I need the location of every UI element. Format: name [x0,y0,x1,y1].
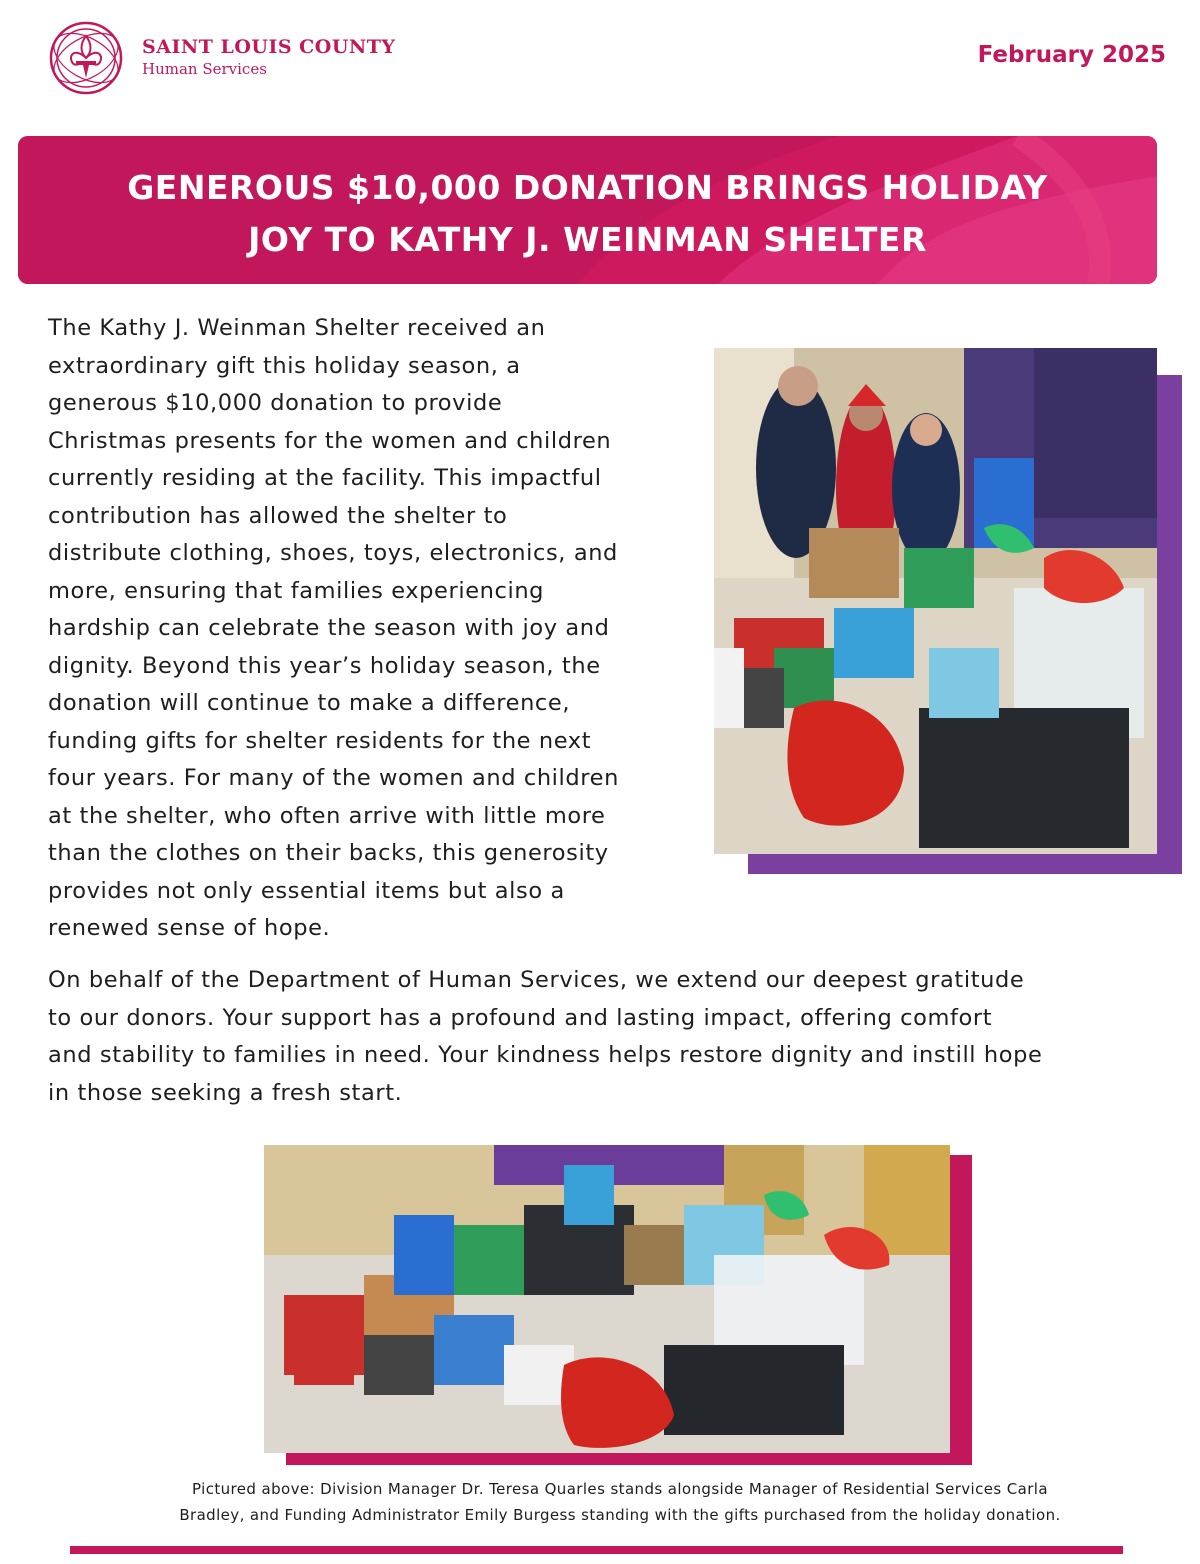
text-line: than the clothes on their backs, this generosity [48,840,609,866]
photo-caption [100,1476,1140,1528]
headline-line-2: JOY TO KATHY J. WEINMAN SHELTER [248,220,927,259]
issue-date: February 2025 [977,42,1166,68]
photo-staff-with-gifts-frame [714,348,1182,874]
headline-title [18,162,1157,266]
headline-line-1: GENEROUS $10,000 DONATION BRINGS HOLIDAY [127,168,1048,207]
text-line: at the shelter, who often arrive with little more [48,802,606,829]
text-line: renewed sense of hope. [48,915,331,941]
article-paragraph-2 [48,962,1188,1112]
photo-gift-pile-frame [264,1145,972,1465]
caption-line-1: Pictured above: Division Manager Dr. Teresa Quarles stands alongside Manager of Residential Services Carla [192,1480,1048,1498]
article-paragraph-1 [48,310,708,948]
organization-name: SAINT LOUIS COUNTY [142,36,396,58]
text-line: four years. For many of the women and children [48,765,619,791]
text-line: more, ensuring that families experiencing [48,577,545,604]
headline-banner [18,136,1157,284]
text-line: contribution has allowed the shelter to [48,502,508,529]
text-line: provides not only essential items but also a [48,877,565,904]
text-line: currently residing at the facility. This impactful [48,465,602,491]
text-line: in those seeking a fresh start. [48,1079,403,1106]
photo-gift-pile [264,1145,950,1453]
text-line: hardship can celebrate the season with joy and [48,615,610,641]
text-line: donation will continue to make a difference, [48,690,571,716]
fleur-de-lis-logo-icon [46,18,126,98]
text-line: dignity. Beyond this year’s holiday season, the [48,652,601,679]
text-line: Christmas presents for the women and children [48,427,612,454]
caption-line-2: Bradley, and Funding Administrator Emily Burgess standing with the gifts purchased from the holiday donation. [179,1506,1061,1524]
organization-name-block [142,36,396,78]
photo-staff-with-gifts [714,348,1157,854]
footer-divider [70,1546,1123,1554]
text-line: funding gifts for shelter residents for the next [48,727,592,754]
text-line: On behalf of the Department of Human Services, we extend our deepest gratitude [48,967,1025,993]
text-line: The Kathy J. Weinman Shelter received an [48,315,546,341]
text-line: distribute clothing, shoes, toys, electronics, and [48,540,618,566]
text-line: to our donors. Your support has a profound and lasting impact, offering comfort [48,1004,993,1031]
text-line: extraordinary gift this holiday season, a [48,352,521,379]
organization-department: Human Services [142,60,267,78]
text-line: generous $10,000 donation to provide [48,390,503,416]
text-line: and stability to families in need. Your kindness helps restore dignity and instill hope [48,1042,1043,1068]
